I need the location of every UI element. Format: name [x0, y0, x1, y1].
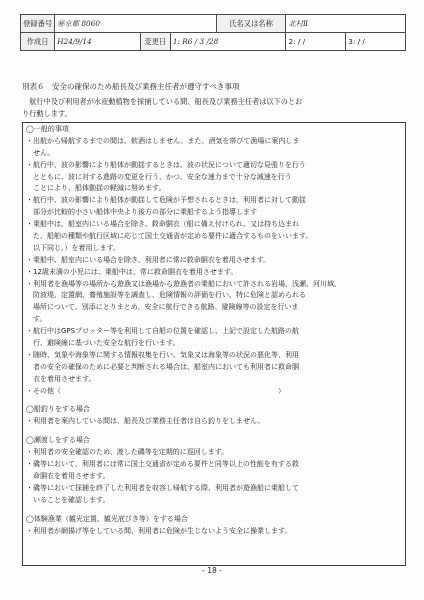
- rule-line: とともに、波に対する進路の変更を行う、かつ、安全な速力まで十分な減速を行う: [26, 172, 292, 181]
- rule-line: 場所について、別添にとりまとめ、安全に航行できる航路、避険線等の設定を行いま: [26, 303, 299, 312]
- rule-line: た、船舶の種類や航行区域に応じて国土交通省が定める要件に適合するものをいいます。: [26, 232, 313, 241]
- rules-content: [26, 124, 404, 537]
- rule-line: 部分が比較的小さい船体中央より後方の部分に乗船するよう指導します: [26, 208, 257, 217]
- rule-line: 行、避険線に基づいた安全な航行を行います。: [26, 339, 180, 348]
- intro-line: り行動します。: [22, 108, 72, 118]
- change-date-3: 3: / /: [346, 33, 406, 51]
- rule-line: ・磯等において採捕を終了した利用者を収容し帰航する際、利用者が遊漁船に乗船して: [26, 483, 299, 492]
- change-date-1: 1: R6 / 3 /28: [170, 33, 286, 51]
- registration-label: 登録番号: [21, 15, 55, 33]
- rule-line: ・航行中、波の影響により船体が動揺するときは、波の状況について適切な見張りを行う: [26, 160, 306, 169]
- rule-line: ・利用者を漁場等の場所から遊漁又は漁場から遊漁者の乗船において許される岩場、浅瀬、河川域、: [26, 279, 341, 288]
- experience-fishing-section: [26, 514, 404, 538]
- created-date-value: H24/9/14: [55, 33, 141, 51]
- rule-line: いることを確認します。: [26, 495, 110, 504]
- rock-transfer-heading: ◯瀬渡しをする場合: [26, 436, 90, 445]
- rule-line: 命胴衣を着用させます。: [26, 471, 110, 480]
- rule-line: ・磯等において、利用者には常に国土交通省が定める要件と同等以上の性能を有する救: [26, 460, 299, 469]
- intro-paragraph: [22, 96, 402, 119]
- rule-line: ・随時、気象や海象等に関する情報収集を行い、気象又は海象等の状況の悪化等、利用: [26, 350, 299, 359]
- rule-line: ・その他（ ）: [26, 386, 285, 395]
- changed-date-label: 変更日: [140, 33, 170, 51]
- rule-line: ・航行中、波の影響により船体が動揺して危険が予想されるときは、利用者に対して動揺: [26, 196, 306, 205]
- intro-line: 航行中及び利用者が水産動植物を採捕している間、船長及び業務主任者は以下のとお: [22, 97, 303, 106]
- created-date-label: 作成日: [21, 33, 55, 51]
- rule-line: ・出航から帰航するまでの間は、飲酒はしません。また、酒気を帯びて漁場に案内しま: [26, 136, 300, 145]
- boat-fishing-heading: ◯船釣りをする場合: [26, 405, 90, 414]
- general-section: [26, 124, 404, 397]
- rule-line: ・利用者が網揚げ等をしている間、利用者に危険が生じないよう安全に操業します。: [26, 526, 292, 535]
- rule-line: 以下同じ。）を着用します。: [26, 243, 120, 252]
- rule-line: 防波堤、定置網、養殖施設等を調査し、危険情報の評価を行い、特に危険と認められる: [26, 291, 306, 300]
- boat-fishing-section: [26, 404, 404, 428]
- rule-line: ・航行中はGPSプロッター等を利用して自船の位置を確認し、上記で設定した航路の航: [26, 327, 299, 336]
- general-heading: ◯一般的事項: [26, 125, 69, 133]
- page-number: - 18 -: [202, 566, 222, 575]
- rule-line: ・利用者を案内している間は、船長及び業務主任者は自ら釣りをしません。: [26, 417, 265, 426]
- change-date-2: 2: / /: [286, 33, 346, 51]
- registration-value: ㊙京都 8060: [55, 15, 216, 33]
- name-label: 氏名又は名称: [216, 15, 286, 33]
- rule-line: ・乗船中は、船室内にいる場合を除き、救命胴衣（船に備え付けられ、又は持ち込まれ: [26, 220, 300, 229]
- rule-line: 者の安全の確保のために必要と判断される場合は、船室内においても利用者に救命胴: [26, 362, 299, 371]
- rule-line: す。: [26, 315, 47, 324]
- rule-line: ・利用者の安全確認のため、渡した磯等を定期的に巡回します。: [26, 448, 229, 457]
- section-title: 別表６ 安全の確保のため船長及び業務主任者が遵守すべき事項: [22, 82, 240, 91]
- name-value: 北村Ⅱ: [286, 15, 406, 33]
- experience-fishing-heading: ◯体験漁業（観光定置、観光底びき等）をする場合: [26, 514, 188, 523]
- rule-line: ・12歳未満の小児には、乗船中は、常に救命胴衣を着用させます。: [26, 267, 238, 276]
- rule-line: せん。: [26, 148, 55, 157]
- rule-line: ことにより、船体動揺の軽減に努めます。: [26, 184, 166, 193]
- rule-line: ・乗船中、船室内にいる場合を除き、利用者に常に救命胴衣を着用させます。: [26, 255, 271, 264]
- rule-line: 衣を着用させます。: [26, 374, 96, 383]
- rock-transfer-section: [26, 435, 404, 506]
- header-table: [20, 14, 406, 51]
